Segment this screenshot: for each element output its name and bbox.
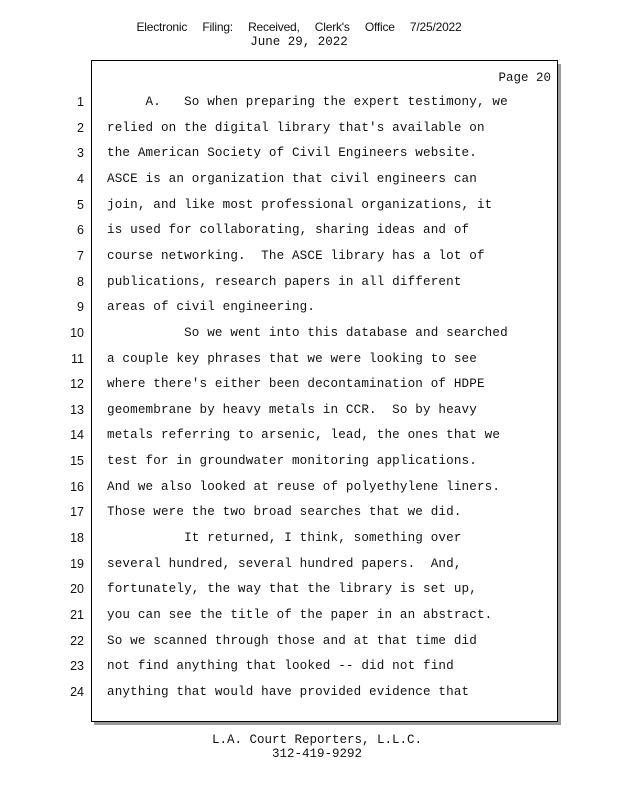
- line-number: 15: [70, 454, 84, 468]
- transcript-date: June 29, 2022: [250, 35, 348, 49]
- line-text: geomembrane by heavy metals in CCR. So by heavy: [107, 403, 477, 417]
- line-number: 20: [70, 582, 84, 596]
- line-text: the American Society of Civil Engineers website.: [107, 146, 477, 160]
- line-number: 23: [70, 659, 84, 673]
- line-text: relied on the digital library that's available on: [107, 121, 485, 135]
- filing-word: Clerk's: [314, 20, 350, 34]
- line-number: 6: [77, 223, 84, 237]
- line-number: 17: [70, 505, 84, 519]
- filing-word: Office: [364, 20, 395, 34]
- line-number: 11: [71, 352, 84, 366]
- line-number: 22: [70, 634, 84, 648]
- line-text: publications, research papers in all different: [107, 275, 462, 289]
- line-number: 16: [70, 480, 84, 494]
- line-text: areas of civil engineering.: [107, 300, 316, 314]
- filing-word: Electronic: [136, 20, 188, 34]
- line-number: 5: [77, 198, 84, 212]
- line-number: 19: [70, 557, 84, 571]
- line-number: 8: [77, 275, 84, 289]
- line-number: 3: [77, 146, 84, 160]
- line-number: 2: [77, 121, 84, 135]
- page-number: Page 20: [498, 71, 551, 85]
- line-number: 21: [70, 608, 84, 622]
- filing-date: 7/25/2022: [409, 20, 462, 34]
- line-text: Those were the two broad searches that we did.: [107, 505, 462, 519]
- line-text: fortunately, the way that the library is set up,: [107, 582, 477, 596]
- line-number: 7: [77, 249, 84, 263]
- reporter-company: L.A. Court Reporters, L.L.C.: [211, 733, 423, 747]
- line-text: where there's either been decontamination of HDPE: [107, 377, 485, 391]
- filing-word: Received,: [248, 20, 300, 34]
- line-number: 14: [70, 428, 84, 442]
- line-number: 24: [70, 685, 84, 699]
- line-text: you can see the title of the paper in an abstract.: [107, 608, 493, 622]
- line-text: not find anything that looked -- did not find: [107, 659, 454, 673]
- line-text: So we went into this database and searched: [107, 326, 508, 340]
- line-text: A. So when preparing the expert testimony, we: [107, 95, 508, 109]
- line-number: 13: [70, 403, 84, 417]
- line-text: several hundred, several hundred papers. And,: [107, 557, 462, 571]
- line-number: 4: [77, 172, 84, 186]
- line-text: a couple key phrases that we were looking to see: [107, 352, 477, 366]
- line-number: 10: [70, 326, 84, 340]
- line-text: join, and like most professional organizations, it: [107, 198, 493, 212]
- line-text: anything that would have provided evidence that: [107, 685, 470, 699]
- line-text: test for in groundwater monitoring applications.: [107, 454, 477, 468]
- line-number: 1: [77, 95, 84, 109]
- line-text: So we scanned through those and at that time did: [107, 634, 477, 648]
- line-text: course networking. The ASCE library has a lot of: [107, 249, 485, 263]
- filing-stamp: [0, 20, 608, 34]
- line-text: is used for collaborating, sharing ideas and of: [107, 223, 470, 237]
- line-number: 12: [70, 377, 84, 391]
- line-number: 9: [77, 300, 84, 314]
- filing-word: Filing:: [202, 20, 233, 34]
- line-text: ASCE is an organization that civil engineers can: [107, 172, 477, 186]
- line-text: metals referring to arsenic, lead, the ones that we: [107, 428, 501, 442]
- reporter-phone: 312-419-9292: [271, 747, 362, 761]
- line-number: 18: [70, 531, 84, 545]
- line-text: And we also looked at reuse of polyethylene liners.: [107, 480, 501, 494]
- line-text: It returned, I think, something over: [107, 531, 462, 545]
